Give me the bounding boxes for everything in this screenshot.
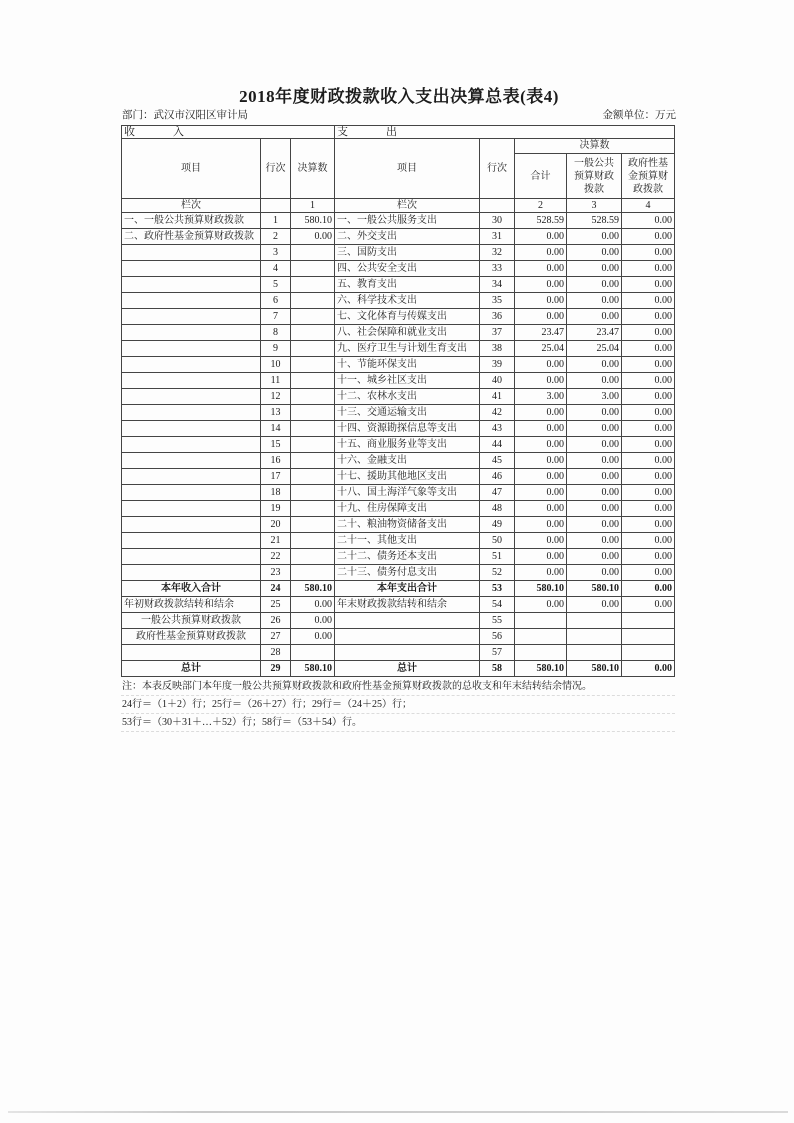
expense-lanci-label: 栏次: [335, 199, 480, 213]
expense-line-cell: 30: [480, 213, 515, 229]
income-line-cell: 21: [261, 533, 291, 549]
expense-line-cell: 52: [480, 565, 515, 581]
income-section-header: 收入: [122, 126, 335, 139]
expense-item-cell: 七、文化体育与传媒支出: [335, 309, 480, 325]
income-amount-cell: [291, 389, 335, 405]
income-line-cell: 29: [261, 661, 291, 677]
department-label: 部门：武汉市汉阳区审计局: [122, 110, 248, 121]
table-row: [122, 469, 675, 485]
income-item-header: 项目: [122, 139, 261, 199]
income-amount-cell: [291, 421, 335, 437]
income-line-cell: 18: [261, 485, 291, 501]
expense-general-cell: 0.00: [567, 309, 622, 325]
table-row: [122, 581, 675, 597]
expense-total-cell: 0.00: [515, 421, 567, 437]
expense-item-cell: 十二、农林水支出: [335, 389, 480, 405]
income-line-cell: 11: [261, 373, 291, 389]
expense-total-cell: 0.00: [515, 517, 567, 533]
expense-general-cell: 0.00: [567, 373, 622, 389]
income-amount-cell: [291, 501, 335, 517]
expense-total-cell: 0.00: [515, 437, 567, 453]
section-header-row: [122, 126, 675, 139]
expense-item-cell: 十、节能环保支出: [335, 357, 480, 373]
expense-line-cell: 48: [480, 501, 515, 517]
expense-general-cell: 0.00: [567, 229, 622, 245]
expense-col-num: 3: [567, 199, 622, 213]
expense-fund-cell: 0.00: [622, 485, 675, 501]
budget-table: [121, 125, 675, 677]
income-amount-cell: 0.00: [291, 597, 335, 613]
expense-item-cell: 二十、粮油物资储备支出: [335, 517, 480, 533]
income-item-cell: [122, 309, 261, 325]
expense-general-cell: 3.00: [567, 389, 622, 405]
income-line-cell: 5: [261, 277, 291, 293]
expense-item-cell: 十六、金融支出: [335, 453, 480, 469]
expense-general-cell: 0.00: [567, 597, 622, 613]
expense-total-cell: 580.10: [515, 581, 567, 597]
expense-item-cell: [335, 613, 480, 629]
income-amount-cell: [291, 565, 335, 581]
expense-general-cell: 0.00: [567, 517, 622, 533]
income-line-cell: 4: [261, 261, 291, 277]
expense-line-cell: 40: [480, 373, 515, 389]
table-row: [122, 293, 675, 309]
expense-item-cell: 二十一、其他支出: [335, 533, 480, 549]
table-row: [122, 517, 675, 533]
expense-general-cell: 0.00: [567, 261, 622, 277]
expense-line-cell: 32: [480, 245, 515, 261]
income-line-cell: 13: [261, 405, 291, 421]
expense-fund-header: 政府性基金预算财政拨款: [622, 154, 675, 199]
expense-line-cell: 51: [480, 549, 515, 565]
expense-line-cell: 50: [480, 533, 515, 549]
expense-fund-cell: 0.00: [622, 261, 675, 277]
income-item-cell: [122, 645, 261, 661]
income-line-cell: 25: [261, 597, 291, 613]
income-amount-cell: 580.10: [291, 213, 335, 229]
income-amount-cell: [291, 373, 335, 389]
income-amount-cell: [291, 517, 335, 533]
expense-fund-cell: 0.00: [622, 597, 675, 613]
expense-fund-cell: 0.00: [622, 517, 675, 533]
table-row: [122, 629, 675, 645]
expense-col-num: 4: [622, 199, 675, 213]
income-item-cell: [122, 293, 261, 309]
table-row: [122, 597, 675, 613]
table-row: [122, 645, 675, 661]
income-line-cell: 28: [261, 645, 291, 661]
income-line-cell: 20: [261, 517, 291, 533]
income-lanci-label: 栏次: [122, 199, 261, 213]
expense-general-cell: [567, 613, 622, 629]
income-amount-cell: [291, 261, 335, 277]
expense-item-cell: 十四、资源勘探信息等支出: [335, 421, 480, 437]
expense-total-cell: [515, 645, 567, 661]
table-row: [122, 485, 675, 501]
expense-total-cell: 0.00: [515, 293, 567, 309]
income-lanci-blank: [261, 199, 291, 213]
expense-general-cell: 0.00: [567, 277, 622, 293]
expense-general-cell: 0.00: [567, 421, 622, 437]
expense-total-cell: 0.00: [515, 373, 567, 389]
income-item-cell: [122, 421, 261, 437]
income-item-cell: [122, 533, 261, 549]
expense-general-cell: 0.00: [567, 453, 622, 469]
income-item-cell: 一、一般公共预算财政拨款: [122, 213, 261, 229]
income-line-cell: 12: [261, 389, 291, 405]
expense-line-cell: 58: [480, 661, 515, 677]
expense-total-cell: 0.00: [515, 357, 567, 373]
expense-line-cell: 45: [480, 453, 515, 469]
income-item-cell: 年初财政拨款结转和结余: [122, 597, 261, 613]
income-line-cell: 1: [261, 213, 291, 229]
income-line-cell: 19: [261, 501, 291, 517]
expense-fund-cell: 0.00: [622, 453, 675, 469]
note-line: 注：本表反映部门本年度一般公共预算财政拨款和政府性基金预算财政拨款的总收支和年末结转结余情况。: [121, 677, 675, 696]
expense-general-cell: [567, 629, 622, 645]
table-row: [122, 357, 675, 373]
income-item-cell: [122, 469, 261, 485]
expense-line-cell: 39: [480, 357, 515, 373]
expense-item-cell: 总计: [335, 661, 480, 677]
expense-general-cell: 528.59: [567, 213, 622, 229]
expense-total-cell: 0.00: [515, 549, 567, 565]
expense-general-cell: 0.00: [567, 549, 622, 565]
expense-general-cell: 0.00: [567, 405, 622, 421]
expense-line-cell: 38: [480, 341, 515, 357]
income-amount-cell: [291, 437, 335, 453]
income-amount-cell: 580.10: [291, 661, 335, 677]
expense-total-cell: 0.00: [515, 501, 567, 517]
expense-fund-cell: 0.00: [622, 325, 675, 341]
income-item-cell: [122, 325, 261, 341]
expense-total-cell: 528.59: [515, 213, 567, 229]
income-amount-cell: [291, 453, 335, 469]
table-row: [122, 325, 675, 341]
income-item-cell: [122, 245, 261, 261]
expense-total-cell: 0.00: [515, 485, 567, 501]
expense-fund-cell: 0.00: [622, 277, 675, 293]
income-item-cell: 政府性基金预算财政拨款: [122, 629, 261, 645]
income-item-cell: [122, 341, 261, 357]
expense-fund-cell: 0.00: [622, 549, 675, 565]
expense-item-cell: 二、外交支出: [335, 229, 480, 245]
note-line: 24行＝（1＋2）行；25行＝（26＋27）行；29行＝（24＋25）行；: [121, 696, 675, 714]
income-line-cell: 24: [261, 581, 291, 597]
expense-line-cell: 49: [480, 517, 515, 533]
income-item-cell: [122, 485, 261, 501]
expense-fund-cell: 0.00: [622, 309, 675, 325]
table-row: [122, 229, 675, 245]
column-header-row: [122, 139, 675, 154]
expense-fund-cell: 0.00: [622, 533, 675, 549]
expense-fund-cell: 0.00: [622, 229, 675, 245]
expense-total-cell: [515, 629, 567, 645]
income-line-cell: 22: [261, 549, 291, 565]
income-line-cell: 8: [261, 325, 291, 341]
expense-line-cell: 33: [480, 261, 515, 277]
expense-item-cell: 一、一般公共服务支出: [335, 213, 480, 229]
expense-col-num: 2: [515, 199, 567, 213]
expense-section-header: 支出: [335, 126, 675, 139]
expense-item-cell: 十七、援助其他地区支出: [335, 469, 480, 485]
expense-item-header: 项目: [335, 139, 480, 199]
income-item-cell: [122, 453, 261, 469]
income-amount-cell: 0.00: [291, 629, 335, 645]
income-amount-cell: [291, 549, 335, 565]
table-row: [122, 501, 675, 517]
income-amount-cell: 0.00: [291, 613, 335, 629]
table-row: [122, 309, 675, 325]
income-col-num: 1: [291, 199, 335, 213]
expense-lanci-blank: [480, 199, 515, 213]
income-amount-cell: [291, 325, 335, 341]
expense-total-cell: 0.00: [515, 261, 567, 277]
expense-general-cell: 25.04: [567, 341, 622, 357]
expense-line-cell: 56: [480, 629, 515, 645]
expense-general-cell: 0.00: [567, 245, 622, 261]
income-line-cell: 26: [261, 613, 291, 629]
expense-line-header: 行次: [480, 139, 515, 199]
income-amount-cell: [291, 245, 335, 261]
column-index-row: [122, 199, 675, 213]
expense-item-cell: 本年支出合计: [335, 581, 480, 597]
expense-total-cell: 25.04: [515, 341, 567, 357]
expense-general-cell: 23.47: [567, 325, 622, 341]
expense-fund-cell: 0.00: [622, 213, 675, 229]
income-amount-cell: [291, 341, 335, 357]
income-amount-cell: [291, 277, 335, 293]
table-row: [122, 661, 675, 677]
income-final-header: 决算数: [291, 139, 335, 199]
meta-row: [121, 109, 677, 125]
expense-fund-cell: 0.00: [622, 357, 675, 373]
income-item-cell: 总计: [122, 661, 261, 677]
expense-line-cell: 55: [480, 613, 515, 629]
expense-total-cell: 3.00: [515, 389, 567, 405]
table-row: [122, 277, 675, 293]
expense-line-cell: 54: [480, 597, 515, 613]
income-line-cell: 16: [261, 453, 291, 469]
expense-fund-cell: 0.00: [622, 581, 675, 597]
income-item-cell: [122, 437, 261, 453]
income-line-cell: 6: [261, 293, 291, 309]
table-row: [122, 533, 675, 549]
expense-general-cell: 0.00: [567, 485, 622, 501]
table-row: [122, 213, 675, 229]
income-item-cell: [122, 517, 261, 533]
expense-item-cell: 九、医疗卫生与计划生育支出: [335, 341, 480, 357]
expense-line-cell: 37: [480, 325, 515, 341]
expense-fund-cell: 0.00: [622, 341, 675, 357]
income-amount-cell: [291, 645, 335, 661]
page-title: 2018年度财政拨款收入支出决算总表(表4): [239, 87, 559, 106]
expense-general-cell: 0.00: [567, 437, 622, 453]
expense-total-cell: 0.00: [515, 597, 567, 613]
expense-item-cell: 十一、城乡社区支出: [335, 373, 480, 389]
expense-general-cell: 0.00: [567, 501, 622, 517]
expense-item-cell: [335, 645, 480, 661]
income-amount-cell: [291, 485, 335, 501]
income-line-cell: 23: [261, 565, 291, 581]
expense-total-cell: 0.00: [515, 229, 567, 245]
expense-fund-cell: 0.00: [622, 661, 675, 677]
income-item-cell: 二、政府性基金预算财政拨款: [122, 229, 261, 245]
expense-general-cell: [567, 645, 622, 661]
income-amount-cell: 580.10: [291, 581, 335, 597]
table-row: [122, 613, 675, 629]
income-item-cell: [122, 277, 261, 293]
expense-item-cell: 三、国防支出: [335, 245, 480, 261]
expense-item-cell: 十三、交通运输支出: [335, 405, 480, 421]
expense-item-cell: 十八、国土海洋气象等支出: [335, 485, 480, 501]
expense-fund-cell: 0.00: [622, 373, 675, 389]
expense-fund-cell: 0.00: [622, 469, 675, 485]
expense-fund-cell: 0.00: [622, 293, 675, 309]
expense-general-cell: 0.00: [567, 565, 622, 581]
expense-general-header: 一般公共预算财政拨款: [567, 154, 622, 199]
expense-general-cell: 580.10: [567, 581, 622, 597]
expense-fund-cell: 0.00: [622, 405, 675, 421]
expense-fund-cell: 0.00: [622, 501, 675, 517]
table-row: [122, 389, 675, 405]
expense-item-cell: 十五、商业服务业等支出: [335, 437, 480, 453]
expense-general-cell: 0.00: [567, 469, 622, 485]
income-amount-cell: 0.00: [291, 229, 335, 245]
income-item-cell: [122, 357, 261, 373]
income-item-cell: 本年收入合计: [122, 581, 261, 597]
expense-fund-cell: [622, 613, 675, 629]
expense-total-cell: 0.00: [515, 245, 567, 261]
expense-line-cell: 34: [480, 277, 515, 293]
income-line-cell: 3: [261, 245, 291, 261]
income-amount-cell: [291, 293, 335, 309]
document-sheet: [121, 86, 677, 732]
expense-line-cell: 43: [480, 421, 515, 437]
income-line-cell: 7: [261, 309, 291, 325]
income-line-cell: 27: [261, 629, 291, 645]
table-body: [122, 213, 675, 677]
expense-total-cell: 0.00: [515, 565, 567, 581]
income-item-cell: 一般公共预算财政拨款: [122, 613, 261, 629]
expense-item-cell: 五、教育支出: [335, 277, 480, 293]
income-line-cell: 10: [261, 357, 291, 373]
table-row: [122, 245, 675, 261]
expense-total-cell: 0.00: [515, 277, 567, 293]
expense-total-cell: 0.00: [515, 405, 567, 421]
income-amount-cell: [291, 533, 335, 549]
table-row: [122, 373, 675, 389]
expense-total-cell: 0.00: [515, 453, 567, 469]
expense-total-cell: 580.10: [515, 661, 567, 677]
expense-item-cell: 六、科学技术支出: [335, 293, 480, 309]
expense-item-cell: 二十三、债务付息支出: [335, 565, 480, 581]
expense-line-cell: 47: [480, 485, 515, 501]
income-line-cell: 9: [261, 341, 291, 357]
expense-item-cell: [335, 629, 480, 645]
income-line-cell: 15: [261, 437, 291, 453]
income-line-cell: 14: [261, 421, 291, 437]
expense-total-cell: 23.47: [515, 325, 567, 341]
unit-label: 金额单位：万元: [602, 110, 676, 121]
expense-total-cell: 0.00: [515, 533, 567, 549]
table-row: [122, 437, 675, 453]
table-row: [122, 565, 675, 581]
income-item-cell: [122, 261, 261, 277]
expense-general-cell: 0.00: [567, 357, 622, 373]
expense-item-cell: 二十二、债务还本支出: [335, 549, 480, 565]
scan-bottom-edge: [8, 1111, 788, 1113]
expense-general-cell: 580.10: [567, 661, 622, 677]
expense-item-cell: 年末财政拨款结转和结余: [335, 597, 480, 613]
expense-line-cell: 31: [480, 229, 515, 245]
expense-item-cell: 十九、住房保障支出: [335, 501, 480, 517]
expense-general-cell: 0.00: [567, 293, 622, 309]
expense-line-cell: 35: [480, 293, 515, 309]
table-row: [122, 549, 675, 565]
income-line-cell: 2: [261, 229, 291, 245]
table-row: [122, 341, 675, 357]
expense-line-cell: 42: [480, 405, 515, 421]
income-item-cell: [122, 389, 261, 405]
income-amount-cell: [291, 309, 335, 325]
income-line-cell: 17: [261, 469, 291, 485]
expense-fund-cell: 0.00: [622, 245, 675, 261]
footnotes: [121, 677, 675, 732]
expense-line-cell: 53: [480, 581, 515, 597]
table-row: [122, 405, 675, 421]
expense-fund-cell: 0.00: [622, 421, 675, 437]
income-amount-cell: [291, 469, 335, 485]
expense-fund-cell: 0.00: [622, 565, 675, 581]
expense-total-cell: 0.00: [515, 469, 567, 485]
expense-fund-cell: 0.00: [622, 437, 675, 453]
expense-line-cell: 41: [480, 389, 515, 405]
table-row: [122, 421, 675, 437]
expense-item-cell: 八、社会保障和就业支出: [335, 325, 480, 341]
expense-total-cell: [515, 613, 567, 629]
note-line: 53行＝（30＋31＋…＋52）行；58行＝（53＋54）行。: [121, 714, 675, 732]
income-item-cell: [122, 373, 261, 389]
table-row: [122, 453, 675, 469]
expense-fund-cell: 0.00: [622, 389, 675, 405]
table-row: [122, 261, 675, 277]
expense-fund-cell: [622, 629, 675, 645]
expense-line-cell: 36: [480, 309, 515, 325]
expense-final-header: 决算数: [515, 139, 675, 154]
expense-line-cell: 46: [480, 469, 515, 485]
expense-general-cell: 0.00: [567, 533, 622, 549]
income-amount-cell: [291, 357, 335, 373]
income-line-header: 行次: [261, 139, 291, 199]
expense-total-cell: 0.00: [515, 309, 567, 325]
expense-fund-cell: [622, 645, 675, 661]
expense-line-cell: 44: [480, 437, 515, 453]
expense-line-cell: 57: [480, 645, 515, 661]
income-item-cell: [122, 405, 261, 421]
expense-total-header: 合计: [515, 154, 567, 199]
expense-item-cell: 四、公共安全支出: [335, 261, 480, 277]
income-item-cell: [122, 501, 261, 517]
income-item-cell: [122, 549, 261, 565]
income-item-cell: [122, 565, 261, 581]
income-amount-cell: [291, 405, 335, 421]
